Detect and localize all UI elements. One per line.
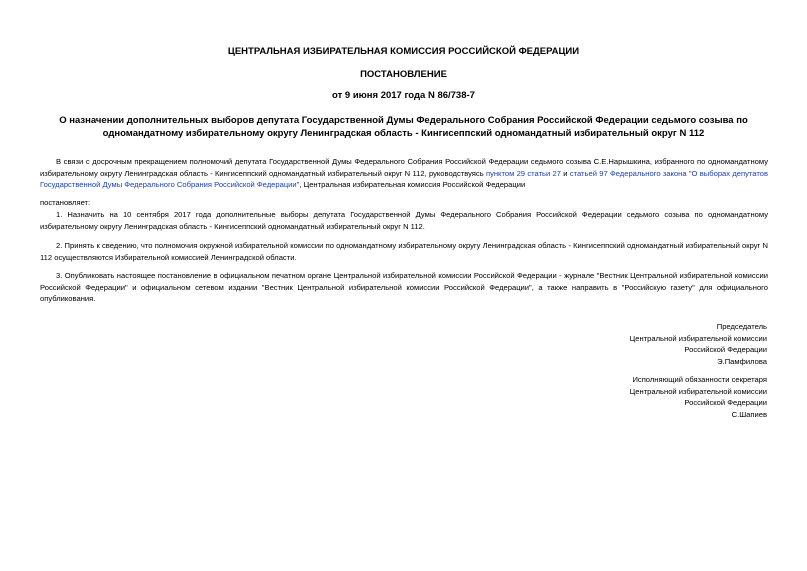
document-type: ПОСТАНОВЛЕНИЕ bbox=[360, 69, 447, 80]
signature-position: Исполняющий обязанности секретаря bbox=[632, 375, 767, 384]
document-title: О назначении дополнительных выборов депутата Государственной Думы Федерального Собрания Российской Федерации седьмого созыва по одномандатному избирательному округу Ленинградская область - Кингисеппский одномандатный избирательный округ N 112 bbox=[59, 115, 748, 139]
document-date-number: от 9 июня 2017 года N 86/738-7 bbox=[332, 90, 475, 101]
signature-country: Российской Федерации bbox=[684, 345, 767, 355]
signature-position: Председатель bbox=[716, 322, 767, 331]
preamble-conjunction: и bbox=[560, 168, 570, 178]
chairman-signature bbox=[547, 321, 767, 367]
organization-heading: ЦЕНТРАЛЬНАЯ ИЗБИРАТЕЛЬНАЯ КОМИССИЯ РОССИЙСКОЙ ФЕДЕРАЦИИ bbox=[227, 46, 580, 57]
law-link-article-97[interactable]: статьей 97 Федерального закона "О выборах депутатов Государственной Думы Федерального Собрания Российской Федерации" bbox=[40, 168, 769, 190]
signature-name: С.Шапиев bbox=[731, 409, 767, 419]
preamble-text-end: , Центральная избирательная комиссия Российской Федерации bbox=[299, 180, 526, 190]
law-link-article-27[interactable]: пунктом 29 статьи 27 bbox=[485, 168, 561, 178]
resolution-item-2: 2. Принять к сведению, что полномочия окружной избирательной комиссии по одномандатному избирательному округу Ленинградская область - Кингисеппский одномандатный избирательный округ N 112 осуществляются Избирательной комиссией Ленинградской области. bbox=[40, 241, 768, 262]
resolved-label: постановляет: bbox=[40, 198, 91, 207]
secretary-signature bbox=[547, 374, 767, 420]
resolution-item-1: 1. Назначить на 10 сентября 2017 года дополнительные выборы депутата Государственной Думы Федерального Собрания Российской Федерации седьмого созыва по одномандатному избирательному округу Ленинградская область - Кингисеппский одномандатный избирательный округ N 112. bbox=[40, 210, 768, 231]
resolution-item-3: 3. Опубликовать настоящее постановление в официальном печатном органе Центральной избирательной комиссии Российской Федерации - журнале "Вестник Центральной избирательной комиссии Российской Федерации" и официальном сетевом издании "Вестник Центральной избирательной комиссии Российской Федерации", а также направить в "Российскую газету" для официального опубликования. bbox=[40, 271, 768, 304]
signature-name: Э.Памфилова bbox=[717, 356, 767, 366]
signature-org: Центральной избирательной комиссии bbox=[629, 333, 767, 343]
signature-country: Российской Федерации bbox=[684, 398, 767, 408]
preamble-paragraph bbox=[40, 156, 768, 191]
preamble-text: В связи с досрочным прекращением полномочий депутата Государственной Думы Федерального Собрания Российской Федерации седьмого созыва С.Е.Нарышкина, избранного по одномандатному избирательному округу Ленинградская область - Кингисеппский одномандатный избирательный округ N 112, руководствуясь bbox=[40, 157, 768, 178]
signature-org: Центральной избирательной комиссии bbox=[629, 386, 767, 396]
